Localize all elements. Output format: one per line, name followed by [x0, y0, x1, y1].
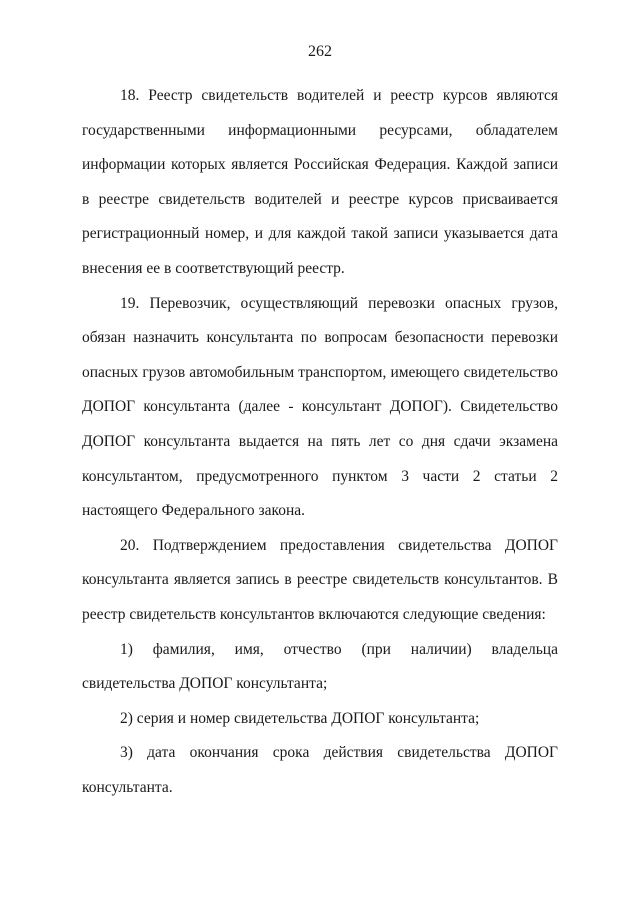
list-item-1: 1) фамилия, имя, отчество (при наличии) владельца свидетельства ДОПОГ консультанта;	[82, 640, 558, 693]
paragraph-19: 19. Перевозчик, осуществляющий перевозки опасных грузов, обязан назначить консультанта по вопросам безопасности перевозки опасных грузов автомобильным транспортом, имеющего свидетельство ДОПОГ консультанта (далее - консультант ДОПОГ). Свидетельство ДОПОГ консультанта выдается на пять лет со дня сдачи экзамена консультантом, предусмотренного пунктом 3 части 2 статьи 2 настоящего Федерального закона.	[82, 294, 558, 520]
paragraph-20: 20. Подтверждением предоставления свидетельства ДОПОГ консультанта является запись в реестре свидетельств консультантов. В реестр свидетельств консультантов включаются следующие сведения:	[82, 536, 558, 623]
list-item-2: 2) серия и номер свидетельства ДОПОГ консультанта;	[120, 709, 480, 727]
page-number: 262	[308, 43, 332, 60]
document-body	[82, 79, 558, 805]
paragraph-18: 18. Реестр свидетельств водителей и реестр курсов являются государственными информационными ресурсами, обладателем информации которых является Российская Федерация. Каждой записи в реестре свидетельств водителей и реестре курсов присваивается регистрационный номер, и для каждой такой записи указывается дата внесения ее в соответствующий реестр.	[82, 87, 558, 277]
list-item-3: 3) дата окончания срока действия свидетельства ДОПОГ консультанта.	[82, 744, 558, 796]
